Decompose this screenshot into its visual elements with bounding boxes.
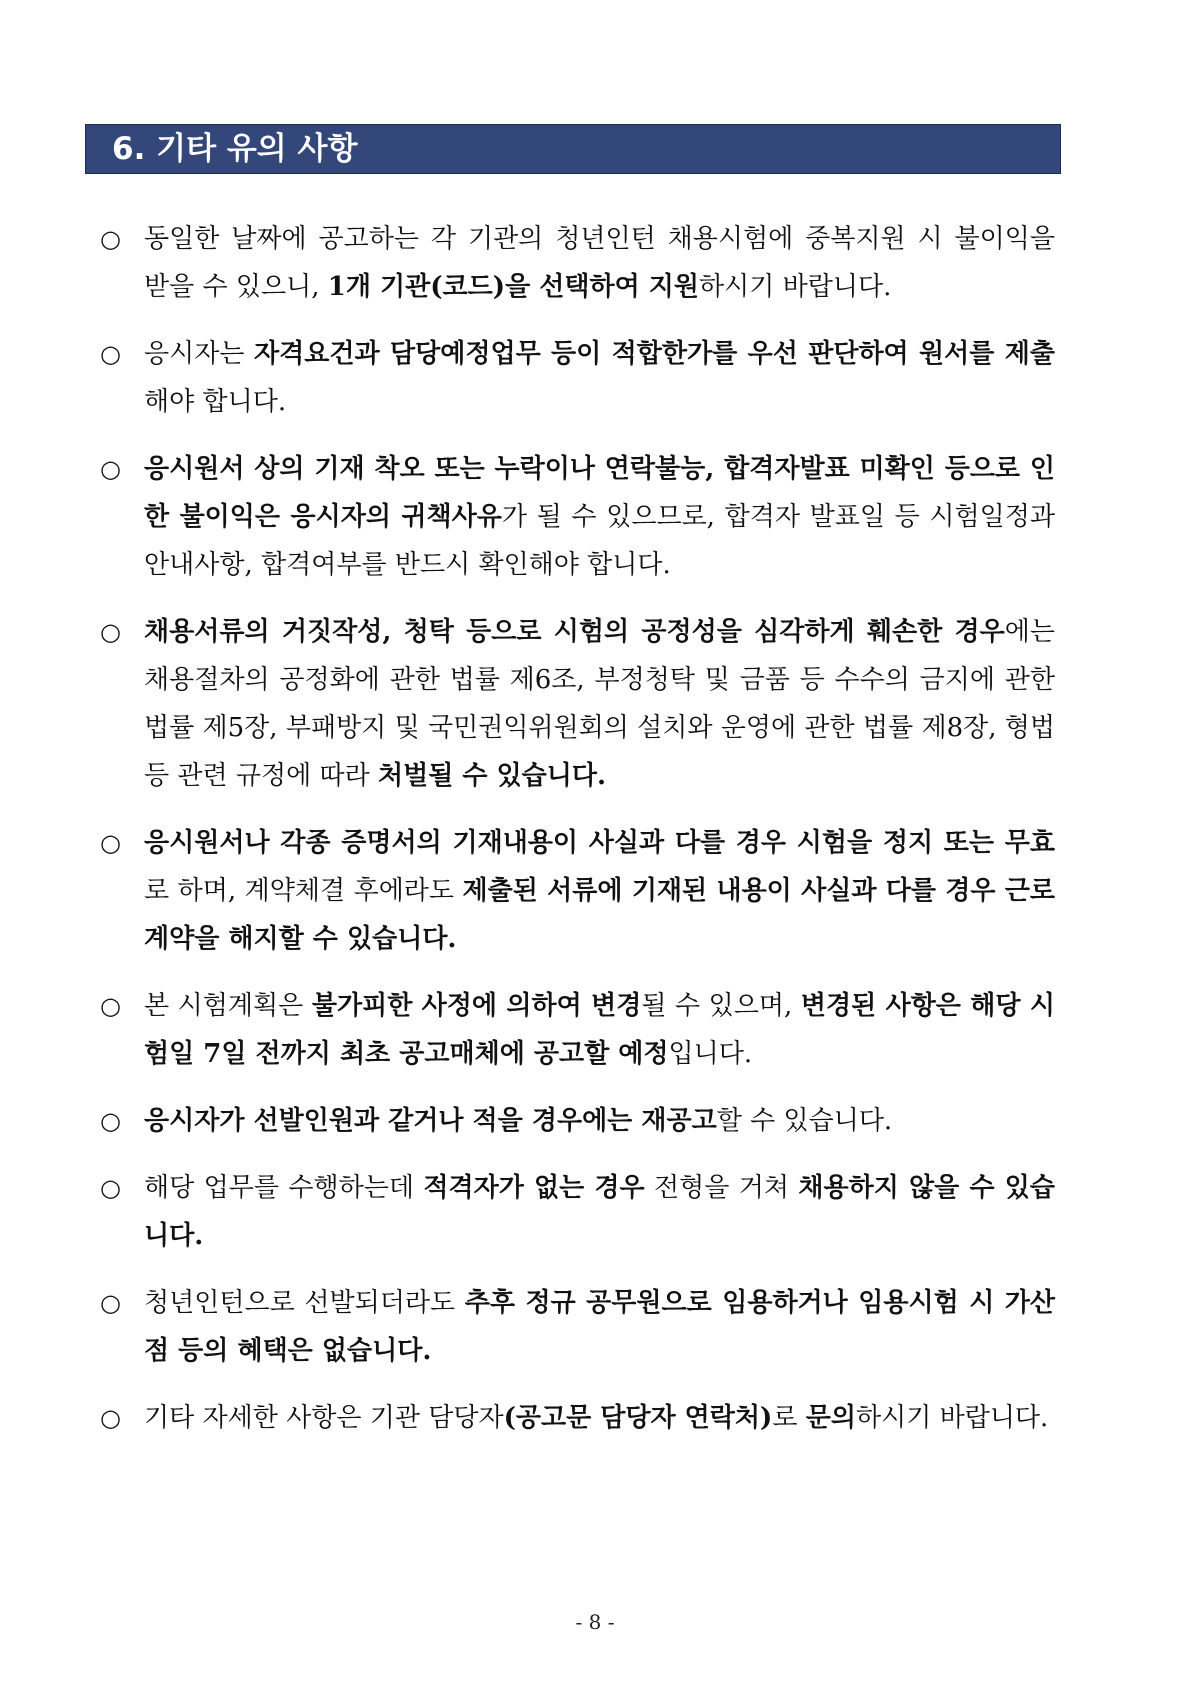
bullet-circle-icon: ○ bbox=[100, 340, 121, 368]
bullet-circle-icon: ○ bbox=[100, 1289, 121, 1317]
text-segment: 하시기 바랍니다. bbox=[855, 1403, 1049, 1433]
notice-item bbox=[100, 330, 1055, 426]
bullet-circle-icon: ○ bbox=[100, 1174, 121, 1202]
text-segment: 채용서류의 거짓작성, 청탁 등으로 시험의 공정성을 심각하게 훼손한 경우 bbox=[144, 617, 1005, 647]
notice-text bbox=[144, 1106, 892, 1136]
text-segment: (공고문 담당자 연락처) bbox=[503, 1403, 773, 1433]
notice-item bbox=[100, 1164, 1055, 1260]
text-segment: 전형을 거쳐 bbox=[644, 1173, 799, 1203]
text-segment: 제출된 서류에 기재된 내용이 사실과 다를 경우 근로계약을 해지할 수 있습니다. bbox=[144, 876, 1055, 954]
text-segment: 불가피한 사정에 의하여 변경 bbox=[311, 991, 642, 1021]
text-segment: 입니다. bbox=[668, 1039, 753, 1069]
text-segment: 하시기 바랍니다. bbox=[699, 272, 892, 302]
notice-text bbox=[144, 339, 1055, 417]
notice-item bbox=[100, 608, 1055, 800]
text-segment: 응시자가 선발인원과 같거나 적을 경우에는 재공고 bbox=[144, 1106, 717, 1136]
text-segment: 될 수 있으며, bbox=[641, 991, 801, 1021]
bullet-circle-icon: ○ bbox=[100, 455, 121, 483]
notice-text bbox=[144, 224, 1055, 302]
notice-item bbox=[100, 1394, 1055, 1442]
text-segment: 변경된 사항은 해당 시험일 7일 전까지 최초 공고매체에 공고할 예정 bbox=[144, 991, 1055, 1069]
notice-item bbox=[100, 215, 1055, 311]
bullet-circle-icon: ○ bbox=[100, 829, 121, 857]
text-segment: 문의 bbox=[805, 1403, 856, 1433]
notice-text bbox=[144, 1173, 1055, 1251]
text-segment: 1개 기관(코드)을 선택하여 지원 bbox=[327, 272, 700, 302]
text-segment: 청년인턴으로 선발되더라도 bbox=[144, 1288, 465, 1318]
text-segment: 적격자가 없는 경우 bbox=[423, 1173, 645, 1203]
page-number: - 8 - bbox=[575, 1610, 615, 1634]
text-segment: 가 될 수 있으므로, 합격자 발표일 등 시험일정과 안내사항, 합격여부를 반드시 확인해야 합니다. bbox=[144, 502, 1055, 580]
notice-item bbox=[100, 1097, 1055, 1145]
bullet-circle-icon: ○ bbox=[100, 992, 121, 1020]
notice-text bbox=[144, 617, 1055, 791]
text-segment: 해야 합니다. bbox=[144, 387, 287, 417]
text-segment: 추후 정규 공무원으로 임용하거나 임용시험 시 가산점 등의 혜택은 없습니다. bbox=[144, 1288, 1056, 1366]
text-segment: 기타 자세한 사항은 기관 담당자 bbox=[144, 1403, 504, 1433]
notice-text bbox=[144, 1288, 1055, 1366]
text-segment: 로 bbox=[772, 1403, 806, 1433]
text-segment: 해당 업무를 수행하는데 bbox=[144, 1173, 424, 1203]
notice-text bbox=[144, 991, 1055, 1069]
text-segment: 응시원서 상의 기재 착오 또는 누락이나 연락불능, 합격자발표 미확인 등으로 인한 불이익은 응시자의 귀책사유 bbox=[144, 454, 1055, 532]
notice-item bbox=[100, 1279, 1055, 1375]
bullet-circle-icon: ○ bbox=[100, 225, 121, 253]
notice-list bbox=[100, 215, 1055, 1461]
text-segment: 응시원서나 각종 증명서의 기재내용이 사실과 다를 경우 시험을 정지 또는 무효 bbox=[144, 828, 1055, 858]
text-segment: 응시자는 bbox=[144, 339, 255, 369]
notice-item bbox=[100, 819, 1055, 963]
text-segment: 처벌될 수 있습니다. bbox=[378, 761, 607, 791]
text-segment: 에는 채용절차의 공정화에 관한 법률 제6조, 부정청탁 및 금품 등 수수의 금지에 관한 법률 제5장, 부패방지 및 국민권익위원회의 설치와 운영에 관한 법률 제8장, 형법 등 관련 규정에 따라 bbox=[144, 617, 1055, 791]
text-segment: 로 하며, 계약체결 후에라도 bbox=[144, 876, 463, 906]
text-segment: 동일한 날짜에 공고하는 각 기관의 청년인턴 채용시험에 중복지원 시 불이익을 받을 수 있으니, bbox=[144, 224, 1055, 302]
bullet-circle-icon: ○ bbox=[100, 1107, 121, 1135]
notice-text bbox=[144, 1403, 1048, 1433]
bullet-circle-icon: ○ bbox=[100, 618, 121, 646]
notice-item bbox=[100, 982, 1055, 1078]
notice-text bbox=[144, 454, 1055, 580]
text-segment: 자격요건과 담당예정업무 등이 적합한가를 우선 판단하여 원서를 제출 bbox=[254, 339, 1055, 369]
text-segment: 채용하지 않을 수 있습니다. bbox=[144, 1173, 1055, 1251]
bullet-circle-icon: ○ bbox=[100, 1404, 121, 1432]
notice-text bbox=[144, 828, 1055, 954]
notice-item bbox=[100, 445, 1055, 589]
section-title: 6. 기타 유의 사항 bbox=[85, 124, 1061, 174]
text-segment: 본 시험계획은 bbox=[144, 991, 312, 1021]
text-segment: 할 수 있습니다. bbox=[716, 1106, 893, 1136]
